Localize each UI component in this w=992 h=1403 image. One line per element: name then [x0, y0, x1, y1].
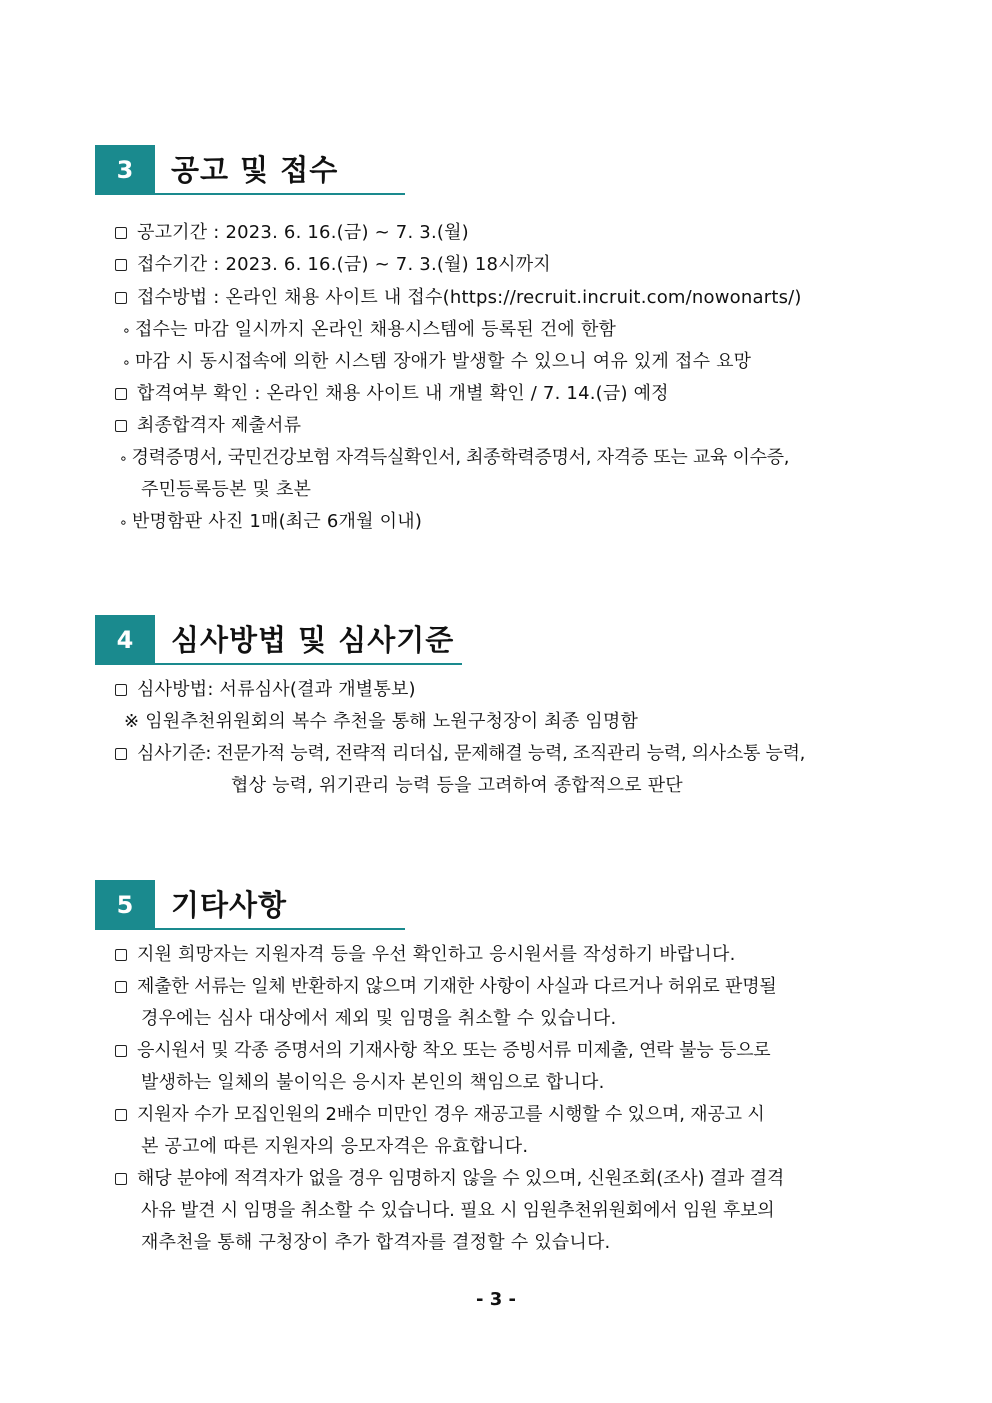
- checkbox-square-icon: [115, 1173, 127, 1185]
- list-item-continued: 발생하는 일체의 불이익은 응시자 본인의 책임으로 합니다.: [141, 1072, 605, 1093]
- checkbox-square-icon: [115, 420, 127, 432]
- list-item-continued: 재추천을 통해 구청장이 추가 합격자를 결정할 수 있습니다.: [141, 1232, 611, 1253]
- list-item: 해당 분야에 적격자가 없을 경우 임명하지 않을 수 있으며, 신원조회(조사) 결과 결격: [115, 1167, 784, 1191]
- reference-mark-icon: ※: [124, 711, 140, 732]
- bullet-icon: ∘: [122, 355, 131, 371]
- checkbox-square-icon: [115, 684, 127, 696]
- sub-item: ∘ 반명함판 사진 1매(최근 6개월 이내): [119, 510, 422, 535]
- checkbox-square-icon: [115, 259, 127, 271]
- section-4-header: [95, 615, 462, 665]
- section-title: 심사방법 및 심사기준: [171, 623, 455, 657]
- checkbox-square-icon: [115, 748, 127, 760]
- bullet-icon: ∘: [122, 323, 131, 339]
- checkbox-square-icon: [115, 388, 127, 400]
- note-item: ※ 임원추천위원회의 복수 추천을 통해 노원구청장이 최종 임명함: [124, 711, 639, 732]
- list-item: 접수기간 : 2023. 6. 16.(금) ~ 7. 3.(월) 18시까지: [115, 253, 551, 277]
- list-item: 응시원서 및 각종 증명서의 기재사항 착오 또는 증빙서류 미제출, 연락 불능 등으로: [115, 1039, 770, 1063]
- checkbox-square-icon: [115, 981, 127, 993]
- list-item-continued: 본 공고에 따른 지원자의 응모자격은 유효합니다.: [141, 1136, 529, 1157]
- section-underline: [95, 928, 405, 930]
- bullet-icon: ∘: [119, 451, 128, 467]
- checkbox-square-icon: [115, 1109, 127, 1121]
- checkbox-square-icon: [115, 1045, 127, 1057]
- list-item: 지원 희망자는 지원자격 등을 우선 확인하고 응시원서를 작성하기 바랍니다.: [115, 943, 736, 967]
- page-number: - 3 -: [476, 1289, 516, 1310]
- list-item-continued: 협상 능력, 위기관리 능력 등을 고려하여 종합적으로 판단: [231, 775, 683, 796]
- section-number: 5: [95, 880, 155, 930]
- list-item: 접수방법 : 온라인 채용 사이트 내 접수(https://recruit.incruit.com/nowonarts/): [115, 286, 802, 310]
- section-number: 3: [95, 145, 155, 195]
- list-item: 심사방법: 서류심사(결과 개별통보): [115, 678, 416, 702]
- list-item-continued: 사유 발견 시 임명을 취소할 수 있습니다. 필요 시 임원추천위원회에서 임원 후보의: [141, 1200, 775, 1221]
- list-item: 심사기준: 전문가적 능력, 전략적 리더십, 문제해결 능력, 조직관리 능력, 의사소통 능력,: [115, 742, 805, 766]
- section-title: 공고 및 접수: [171, 153, 339, 187]
- section-underline: [95, 663, 462, 665]
- checkbox-square-icon: [115, 949, 127, 961]
- checkbox-square-icon: [115, 292, 127, 304]
- list-item: 최종합격자 제출서류: [115, 414, 301, 438]
- checkbox-square-icon: [115, 227, 127, 239]
- list-item-continued: 경우에는 심사 대상에서 제외 및 임명을 취소할 수 있습니다.: [141, 1008, 617, 1029]
- list-item: 제출한 서류는 일체 반환하지 않으며 기재한 사항이 사실과 다르거나 허위로 판명될: [115, 975, 777, 999]
- list-item: 합격여부 확인 : 온라인 채용 사이트 내 개별 확인 / 7. 14.(금) 예정: [115, 382, 669, 406]
- section-number: 4: [95, 615, 155, 665]
- section-title: 기타사항: [171, 888, 288, 922]
- sub-item: ∘ 마감 시 동시접속에 의한 시스템 장애가 발생할 수 있으니 여유 있게 접수 요망: [122, 350, 751, 375]
- section-5-header: [95, 880, 405, 930]
- sub-item-continued: 주민등록등본 및 초본: [141, 479, 312, 500]
- list-item: 공고기간 : 2023. 6. 16.(금) ~ 7. 3.(월): [115, 221, 469, 245]
- sub-item: ∘ 경력증명서, 국민건강보험 자격득실확인서, 최종학력증명서, 자격증 또는 교육 이수증,: [119, 446, 789, 471]
- list-item: 지원자 수가 모집인원의 2배수 미만인 경우 재공고를 시행할 수 있으며, 재공고 시: [115, 1103, 765, 1127]
- bullet-icon: ∘: [119, 515, 128, 531]
- section-3-header: [95, 145, 405, 195]
- sub-item: ∘ 접수는 마감 일시까지 온라인 채용시스템에 등록된 건에 한함: [122, 318, 616, 343]
- section-underline: [95, 193, 405, 195]
